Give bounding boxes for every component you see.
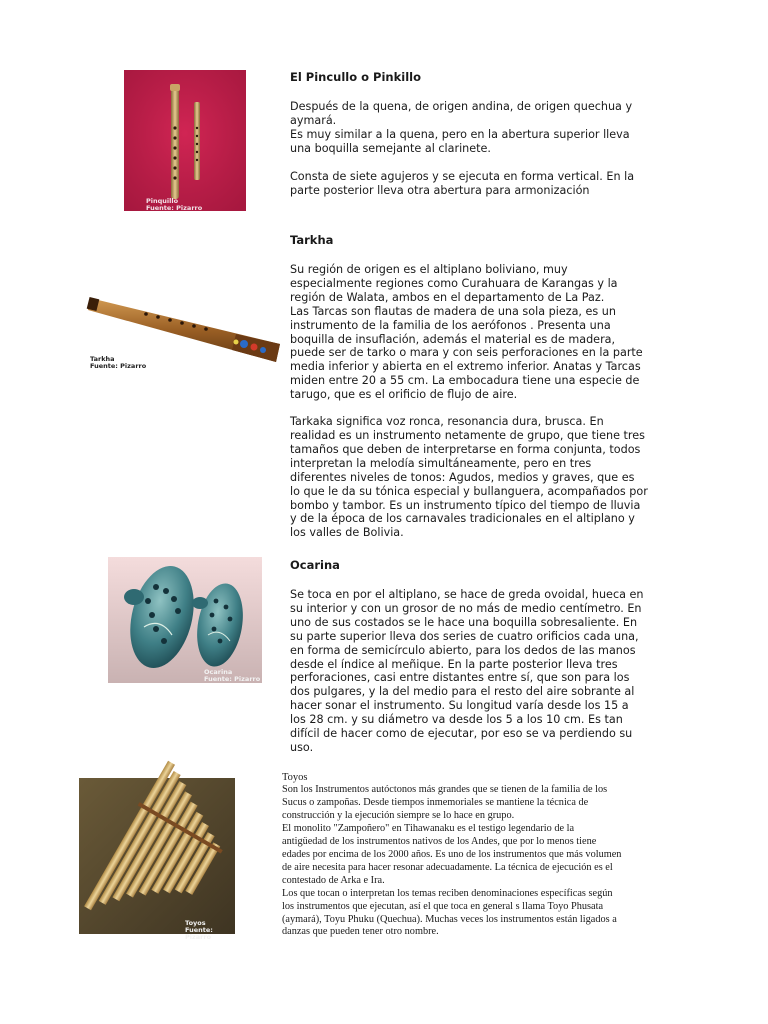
section-paragraph: Su región de origen es el altiplano boliviano, muy especialmente regiones como Curahuara de Karangas y la región de Walata, ambos en el departamento de La Paz. Las Tarcas son flautas de madera de una sola pieza, es un instrumento de la familia de los aerófonos . Presenta una boquilla de insuflación, además el material es de madera, puede ser de tarko o mara y con seis perforaciones en la parte media inferior y abierta en el extremo inferior. Anatas y Tarcas miden entre 20 a 55 cm. La embocadura tiene una especie de tarugo, que es el orificio de flujo de aire.: [290, 263, 643, 402]
toyos-caption: [185, 920, 235, 941]
pinkillo-caption: [146, 198, 202, 212]
section-paragraph: Tarkaka significa voz ronca, resonancia dura, brusca. En realidad es un instrumento netamente de grupo, que tiene tres tamaños que deben de interpretarse en forma conjunta, todos interpretan la melodía simultáneamente, pero en tres diferentes niveles de tonos: Agudos, medios y graves, que es lo que le da su tónica especial y bullanguera, acompañados por bombo y tambor. Es un instrumento típico del tiempo de lluvia y de la época de los carnavales tradicionales en el altiplano y los valles de Bolivia.: [290, 415, 648, 540]
ocarina-image: [108, 557, 262, 683]
caption-source: Fuente: Pizarro: [185, 926, 213, 941]
caption-source: Fuente: Pizarro: [146, 204, 203, 212]
section-paragraph: Se toca en por el altiplano, se hace de greda ovoidal, hueca en su interior y con un grosor de no más de medio centímetro. En uno de sus costados se le hace una boquilla sobresaliente. En su parte superior lleva dos series de cuatro orificios cada una, en forma de semicírculo abierto, para los dedos de las manos desde el índice al meñique. En la parte posterior lleva tres perforaciones, casi entre distantes entre sí, que son para los dos pulgares, y la del medio para el resto del aire sobrante al hacer sonar el instrumento. Su longitud varía desde los 15 a los 28 cm. y su diámetro va desde los 5 a los 10 cm. Es tan difícil de hacer como de ejecutar, por eso se va perdiendo su uso.: [290, 588, 644, 754]
section-toyos: [282, 771, 682, 939]
section-paragraph: Son los Instrumentos autóctonos más grandes que se tienen de la familia de los Sucus o zampoñas. Desde tiempos inmemoriales se mantiene la técnica de construcción y la ejecución siempre se lo hace en grupo. El monolito "Zampoñero" en Tihawanaku es el testigo legendario de la antigüedad de los instrumentos nativos de los Andes, que por lo menos tiene edades por encima de los 2000 años. Es uno de los instrumentos que más volumen de aire necesita para hacer resonar adecuadamente. La técnica de ejecución es el contestado de Arka e Ira. Los que tocan o interpretan los temas reciben denominaciones específicas según los instrumentos que ejecutan, así el que toca en general s llama Toyo Phusata (aymará), Toyu Phuku (Quechua). Muchas veces los instrumentos están ligados a danzas que pueden tener otro nombre.: [282, 784, 622, 938]
section-title: Ocarina: [290, 558, 340, 572]
section-paragraph: Consta de siete agujeros y se ejecuta en forma vertical. En la parte posterior lleva otra abertura para armonización: [290, 169, 635, 197]
section-title: Tarkha: [290, 233, 334, 247]
section-ocarina: [290, 558, 670, 755]
caption-line: Pinquillo: [146, 197, 179, 205]
tarkha-caption: [90, 356, 146, 370]
section-title: Toyos: [282, 772, 308, 783]
ocarina-caption: [204, 669, 260, 683]
caption-source: Fuente: Pizarro: [204, 675, 261, 683]
caption-source: Fuente: Pizarro: [90, 362, 147, 370]
pinkillo-image: [124, 70, 246, 211]
section-paragraph: Después de la quena, de origen andina, de origen quechua y aymará. Es muy similar a la quena, pero en la abertura superior lleva una boquilla semejante al clarinete.: [290, 100, 633, 155]
caption-line: Toyos: [185, 919, 206, 927]
section-tarkha: [290, 233, 670, 540]
caption-line: Tarkha: [90, 355, 115, 363]
tarkha-image: [86, 292, 282, 374]
section-title: El Pincullo o Pinkillo: [290, 70, 421, 84]
toyos-image: [79, 778, 235, 941]
section-pinkillo: [290, 70, 670, 197]
caption-line: Ocarina: [204, 668, 233, 676]
